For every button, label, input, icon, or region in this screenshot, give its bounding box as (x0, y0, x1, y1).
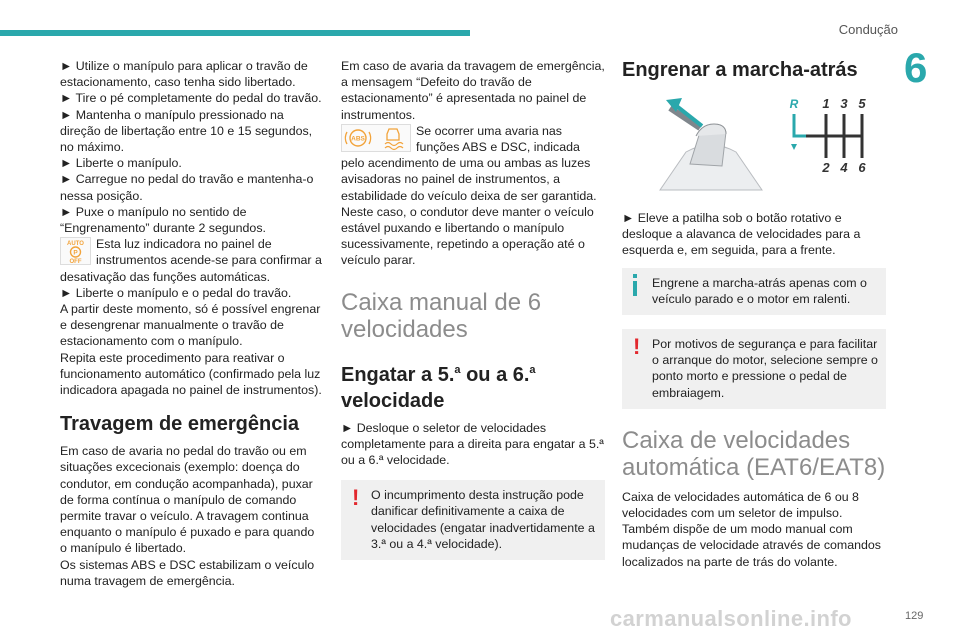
info-note (622, 268, 886, 315)
svg-text:2: 2 (822, 160, 830, 175)
step-list-item: ► Mantenha o manípulo pressionado na direção de libertação entre 10 e 15 segundos, no máximo. (60, 107, 313, 155)
heading-emergency-braking: Travagem de emergência (60, 413, 300, 436)
svg-text:P: P (73, 249, 78, 257)
abs-warning-block (341, 123, 605, 204)
header-accent-bar (0, 30, 470, 36)
svg-text:4: 4 (840, 160, 848, 175)
abs-warning-text: Se ocorrer uma avaria nas funções ABS e DSC, indicada pelo acendimento de uma ou ambas as luzes avisadoras no painel de instrumentos, a estabilidade do veículo deixa de ser garantida. (341, 123, 597, 203)
paragraph: Repita este procedimento para reativar o funcionamento automático (confirmado pela luz indicadora apagada no painel de instrumentos). (60, 350, 322, 398)
paragraph: Caixa de velocidades automática de 6 ou 8 velocidades com um seletor de impulso. Também dispõe de um modo manual com mudanças de velocidade através de comandos localizados na parte de trás do volante. (622, 489, 881, 569)
paragraph: A partir deste momento, só é possível engrenar e desengrenar manualmente o travão de estacionamento com o manípulo. (60, 302, 321, 349)
step-list-item: ► Utilize o manípulo para aplicar o travão de estacionamento, caso tenha sido libertado. (60, 59, 308, 90)
column-middle (341, 58, 605, 560)
step-list-item: ► Carregue no pedal do travão e mantenha-o nessa posição. (60, 172, 314, 203)
abs-dsc-warning-icon (341, 124, 411, 152)
svg-text:R: R (789, 97, 799, 111)
svg-text:5: 5 (858, 96, 866, 111)
auto-indicator-text: Esta luz indicadora no painel de instrumentos acende-se para confirmar a desativação das funções automáticas. (60, 237, 322, 284)
reverse-gear-illustration (622, 94, 886, 192)
page-number: 129 (905, 610, 924, 622)
paragraph: Em caso de avaria da travagem de emergência, a mensagem “Defeito do travão de estacionamento” é apresentada no painel de instrumentos. (341, 59, 605, 122)
warning-icon: ! (352, 485, 360, 511)
warning-note (341, 480, 605, 560)
step-list-item: ► Puxe o manípulo no sentido de “Engrenamento” durante 2 segundos. (60, 204, 266, 236)
svg-text:AUTO: AUTO (67, 241, 84, 248)
step-list-item: ► Liberte o manípulo e o pedal do travão. (60, 285, 292, 300)
gear-pattern-icon (782, 96, 882, 176)
step-list-item: ► Tire o pé completamente do pedal do travão. (60, 91, 322, 106)
heading-automatic-gearbox: Caixa de velocidades automática (EAT6/EAT8) (622, 426, 886, 481)
auto-indicator-block (60, 236, 322, 285)
section-title: Condução (838, 22, 898, 37)
svg-text:OFF: OFF (69, 259, 82, 266)
paragraph: Em caso de avaria no pedal do travão ou em situações excecionais (exemplo: doença do condutor, em condução acompanhada), puxar de forma contínua o manípulo de comando permite travar o veículo. A travagem continua enquanto o manípulo é puxado e para quando o manípulo é libertado. (60, 444, 315, 556)
heading-engage-5th-6th: Engatar a 5.$^a$ ou a 6.$^a$ velocidade (341, 363, 536, 412)
svg-text:6: 6 (858, 160, 866, 175)
column-left (60, 58, 322, 589)
watermark-text: carmanualsonline.info (610, 606, 852, 631)
column-right (622, 58, 886, 570)
svg-text:ABS: ABS (351, 135, 365, 143)
heading-reverse-gear: Engrenar a marcha-atrás (622, 59, 858, 81)
chapter-number: 6 (904, 44, 928, 91)
info-icon (633, 274, 637, 296)
warning-icon: ! (633, 334, 641, 360)
paragraph: Neste caso, o condutor deve manter o veículo estável puxando e libertando o manípulo sucessivamente, repetindo a operação até o veículo parar. (341, 204, 594, 268)
svg-text:3: 3 (840, 96, 848, 111)
heading-manual-gearbox: Caixa manual de 6 velocidades (341, 288, 542, 343)
step-list-item: ► Eleve a patilha sob o botão rotativo e desloque a alavanca de velocidades para a esquerda e, em seguida, para a frente. (622, 211, 861, 258)
warning-text: O incumprimento desta instrução pode danificar definitivamente a caixa de velocidades (engatar inadvertidamente a 3.ª ou a 4.ª velocidade). (371, 488, 595, 551)
warning-note (622, 329, 886, 409)
svg-text:1: 1 (822, 96, 830, 111)
step-list-item: ► Liberte o manípulo. (60, 156, 182, 171)
gear-lever-icon (656, 94, 766, 192)
paragraph: Os sistemas ABS e DSC estabilizam o veículo numa travagem de emergência. (60, 557, 315, 588)
warning-text: Por motivos de segurança e para facilitar o arranque do motor, selecione sempre o ponto morto e pressione o pedal de embraiagem. (652, 337, 878, 400)
step-list-item: ► Desloque o seletor de velocidades completamente para a direita para engatar a 5.ª ou a 6.ª velocidade. (341, 420, 604, 468)
auto-parking-off-icon (60, 237, 91, 265)
info-text: Engrene a marcha-atrás apenas com o veículo parado e o motor em ralenti. (652, 275, 867, 306)
